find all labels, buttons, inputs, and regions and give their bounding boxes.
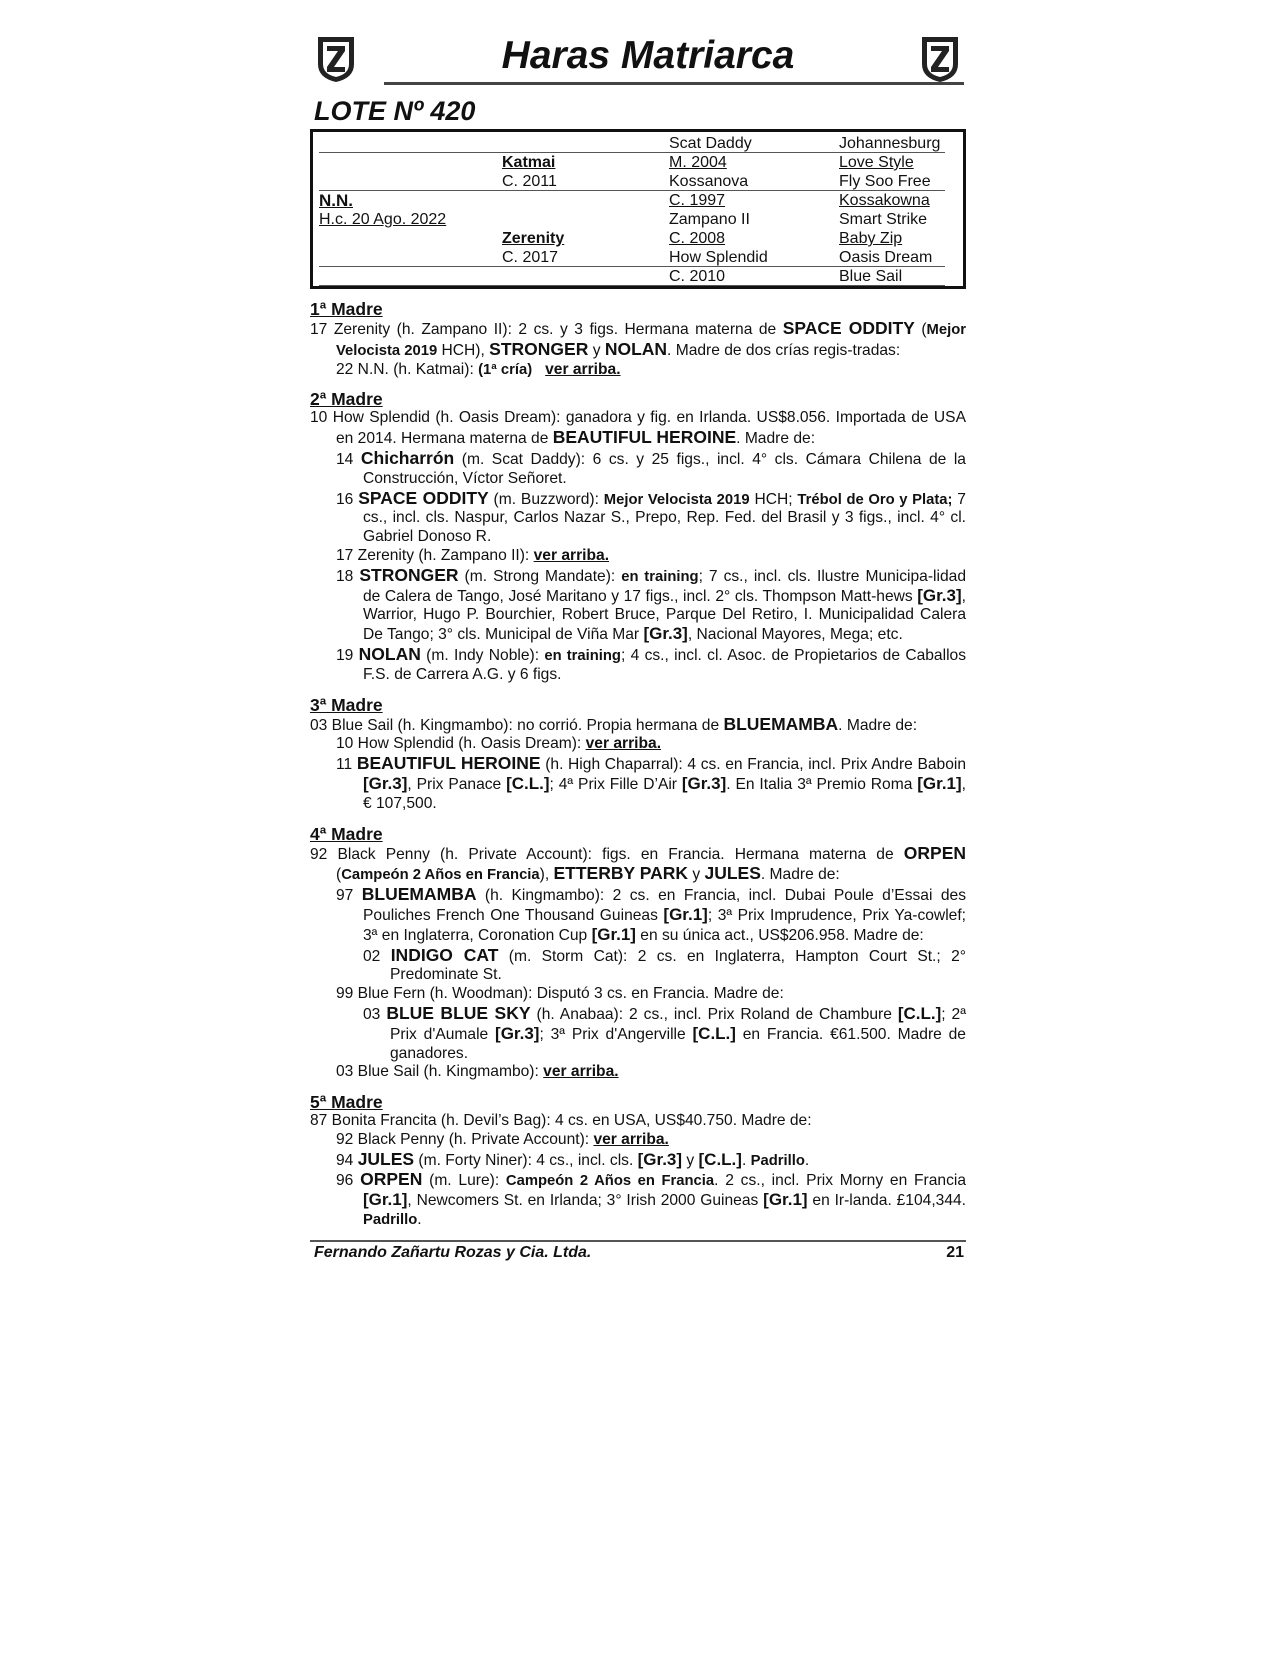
produce-entry: 96 ORPEN (m. Lure): Campeón 2 Años en Francia. 2 cs., incl. Prix Morny en Francia [Gr.1], Newcomers St. en Irlanda; 3° Irish 2000 Guineas [Gr.1] en Ir-landa. £104,344. Padrillo. (336, 1169, 967, 1229)
dam-entry: 17 Zerenity (h. Zampano II): 2 cs. y 3 figs. Hermana materna de SPACE ODDITY (Mejor Velocista 2019 HCH), STRONGER y NOLAN. Madre de dos crías regis-tradas: (310, 318, 966, 359)
pedigree-row: C. 2011 Kossanova Fly Soo Free (319, 172, 945, 191)
produce-entry: 03 BLUE BLUE SKY (h. Anabaa): 2 cs., incl. Prix Roland de Chambure [C.L.]; 2ª Prix d'Aumale [Gr.3]; 3ª Prix d'Angerville [C.L.] en Francia. €61.500. Madre de ganadores. (363, 1002, 966, 1062)
ver-arriba-link[interactable]: ver arriba. (543, 1063, 619, 1081)
produce-entry: 97 BLUEMAMBA (h. Kingmambo): 2 cs. en Francia, incl. Dubai Poule d’Essai des Pouliches French One Thousand Guineas [Gr.1]; 3ª Prix Imprudence, Prix Ya-cowlef; 3ª en Inglaterra, Coronation Cup [Gr.1] en su única act., US$206.958. Madre de: (336, 884, 966, 944)
produce-entry: 11 BEAUTIFUL HEROINE (h. High Chaparral): 4 cs. en Francia, incl. Prix Andre Baboin [Gr.3], Prix Panace [C.L.]; 4ª Prix Fille D’Air [Gr.3]. En Italia 3ª Premio Roma [Gr.1], € 107,500. (336, 753, 967, 812)
lot-number: LOTE Nº 420 (314, 96, 476, 126)
sire-name: Katmai (502, 154, 556, 171)
section-2nd-dam (310, 389, 966, 684)
produce-entry: 22 N.N. (h. Katmai): (1ª cría) ver arriba. (336, 360, 621, 378)
pedigree-row: N.N. C. 1997 Kossakowna (319, 191, 930, 210)
produce-entry: 17 Zerenity (h. Zampano II): ver arriba. (336, 546, 610, 564)
section-4th-dam (310, 824, 966, 1083)
page-header (310, 30, 966, 90)
page-title: Haras Matriarca (501, 34, 795, 77)
pedigree-row: C. 2017 How Splendid Oasis Dream (319, 248, 945, 267)
produce-entry: 02 INDIGO CAT (m. Storm Cat): 2 cs. en Inglaterra, Hampton Court St.; 2° Predominate St. (363, 944, 966, 984)
pedigree-row: C. 2010 Blue Sail (319, 267, 945, 286)
section-5th-dam (310, 1092, 966, 1230)
ver-arriba-link[interactable]: ver arriba. (545, 360, 621, 378)
pedigree-row: Scat Daddy Johannesburg (319, 134, 945, 153)
pedigree-row: Zerenity C. 2008 Baby Zip (502, 230, 903, 247)
horse-name: N.N. (319, 191, 353, 210)
section-1st-dam (310, 299, 966, 379)
ver-arriba-link[interactable]: ver arriba. (533, 546, 610, 564)
header-rule (384, 82, 964, 85)
company-name: Fernando Zañartu Rozas y Cia. Ltda. (314, 1243, 592, 1261)
section-heading: 2ª Madre (310, 389, 383, 410)
ver-arriba-link[interactable]: ver arriba. (593, 1130, 669, 1148)
dam-name: Zerenity (502, 230, 565, 247)
zanartu-shield-logo-icon (918, 34, 962, 84)
pedigree-box (310, 129, 966, 289)
produce-entry: 19 NOLAN (m. Indy Noble): en training; 4 cs., incl. cl. Asoc. de Propietarios de Caballos F.S. de Carrera A.G. y 6 figs. (336, 643, 966, 683)
section-heading: 3ª Madre (310, 694, 383, 715)
produce-entry: 16 SPACE ODDITY (m. Buzzword): Mejor Velocista 2019 HCH; Trébol de Oro y Plata; 7 cs., incl. cls. Naspur, Carlos Nazar S., Prepo, Rep. Fed. del Brasil y 3 figs., incl. 4° cl. Gabriel Donoso R. (336, 487, 966, 546)
horse-birth: H.c. 20 Ago. 2022 (319, 211, 447, 228)
produce-entry: 94 JULES (m. Forty Niner): 4 cs., incl. cls. [Gr.3] y [C.L.]. Padrillo. (336, 1148, 810, 1169)
page-footer (310, 1240, 966, 1264)
dam-entry: 87 Bonita Francita (h. Devil’s Bag): 4 cs. en USA, US$40.750. Madre de: (310, 1112, 812, 1130)
ver-arriba-link[interactable]: ver arriba. (585, 735, 662, 753)
produce-entry: 99 Blue Fern (h. Woodman): Disputó 3 cs. en Francia. Madre de: (336, 985, 784, 1003)
dam-entry: 10 How Splendid (h. Oasis Dream): ganadora y fig. en Irlanda. US$8.056. Importada de USA en 2014. Hermana materna de BEAUTIFUL HEROINE. Madre de: (310, 409, 966, 448)
produce-entry: 03 Blue Sail (h. Kingmambo): ver arriba. (336, 1063, 619, 1081)
sire-sire: Scat Daddy (669, 135, 752, 152)
produce-entry: 10 How Splendid (h. Oasis Dream): ver arriba. (336, 735, 662, 753)
section-heading: 4ª Madre (310, 823, 383, 844)
section-heading: 1ª Madre (310, 299, 383, 319)
page-number: 21 (946, 1243, 964, 1261)
section-heading: 5ª Madre (310, 1092, 383, 1113)
pedigree-row: Katmai M. 2004 Love Style (502, 154, 914, 171)
dam-entry: 92 Black Penny (h. Private Account): figs. en Francia. Hermana materna de ORPEN (Campeón 2 Años en Francia), ETTERBY PARK y JULES. Madre de: (310, 842, 966, 884)
pedigree-row: H.c. 20 Ago. 2022 Zampano II Smart Strike (319, 211, 928, 228)
catalog-page (310, 30, 966, 1264)
zanartu-shield-logo-icon (314, 34, 358, 84)
produce-entry: 14 Chicharrón (m. Scat Daddy): 6 cs. y 25 figs., incl. 4° cls. Cámara Chilena de la Construcción, Víctor Señoret. (336, 447, 966, 487)
dam-entry: 03 Blue Sail (h. Kingmambo): no corrió. Propia hermana de BLUEMAMBA. Madre de: (310, 713, 918, 734)
section-3rd-dam (310, 695, 966, 814)
produce-entry: 18 STRONGER (m. Strong Mandate): en training; 7 cs., incl. cls. Ilustre Municipa-lidad de Calera de Tango, José Maritano y 17 figs., incl. 2° cls. Thompson Matt-hews [Gr.3], Warrior, Hugo P. Bourchier, Robert Bruce, Parque Del Retiro, I. Municipalidad Calera De Tango; 3° cls. Municipal de Viña Mar [Gr.3], Nacional Mayores, Mega; etc. (336, 564, 966, 644)
produce-entry: 92 Black Penny (h. Private Account): ver arriba. (336, 1130, 669, 1148)
